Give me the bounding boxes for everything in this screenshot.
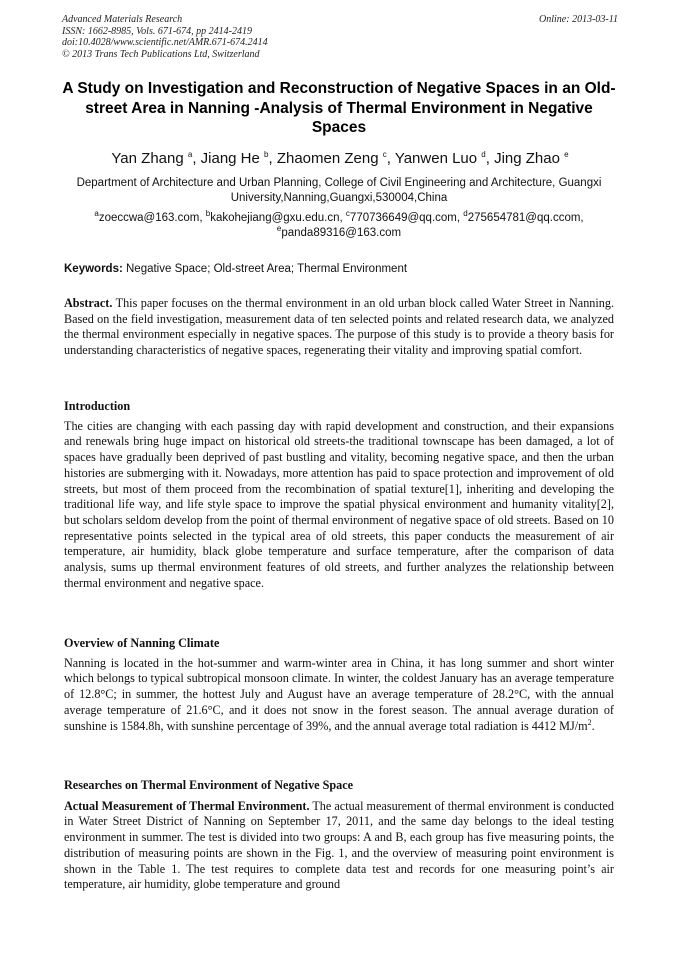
- email-marker: c: [345, 209, 350, 219]
- research-section: [64, 778, 614, 893]
- climate-section: [64, 636, 614, 734]
- copyright-line: © 2013 Trans Tech Publications Ltd, Switzerland: [62, 48, 260, 60]
- email-address[interactable]: 275654781@qq.ccom,: [467, 212, 584, 224]
- unit-superscript: 2: [587, 717, 592, 727]
- climate-text: [64, 656, 614, 735]
- author-name: Jiang He: [200, 150, 260, 167]
- author-marker: b: [264, 150, 269, 159]
- affiliation: Department of Architecture and Urban Planning, College of Civil Engineering and Architecture, Guangxi University,Nanning,Guangxi,530004,China: [76, 177, 602, 204]
- email-list: [50, 211, 628, 240]
- introduction-text: The cities are changing with each passing day with rapid development and construction, and their expansions and renewals bring huge impact on historical old streets-the traditional townscape has been damaged, a lot of spaces have gradually been deprived of past bustling and vitality, becoming negative space, and then the urban histories are submerging with it. Nowadays, more attention has paid to space protection and improvement of old streets, but most of them proceed from the recombination of spatial texture[1], inheriting and developing the traditional life way, and life style space to improve the spatial physical environment and humanity vitality[2], but scholars seldom develop from the point of thermal environment of negative space of old streets. Based on 10 representative points selected in the typical area of old streets, this paper conducts the measurement of air temperature, air humidity, black globe temperature and surface temperature, after the comparison of data analysis, sums up thermal environment features of old streets, and further analyzes the relationship between thermal environment and negative space.: [64, 418, 614, 590]
- author-marker: a: [187, 150, 193, 159]
- doi-line: doi:10.4028/www.scientific.net/AMR.671-674.2414: [62, 37, 268, 48]
- email-address[interactable]: kakohejiang@gxu.edu.cn,: [210, 212, 343, 224]
- author-name: Yanwen Luo: [394, 150, 478, 167]
- email-address[interactable]: panda89316@163.com: [281, 226, 402, 239]
- climate-tail: .: [591, 718, 595, 733]
- section-heading: Researches on Thermal Environment of Negative Space: [64, 778, 354, 792]
- keywords-text: Negative Space; Old-street Area; Thermal Environment: [126, 263, 408, 275]
- email-marker: a: [94, 209, 99, 219]
- introduction-section: [64, 399, 614, 591]
- research-body: The actual measurement of thermal environment is conducted in Water Street District of Nanning on September 17, 2011, and the same day belongs to the ideal testing environment in summer. The test is divided into two groups: A and B, each group has five measuring points, the distribution of measuring points are shown in the Fig. 1, and the overview of measuring point environment is shown in the Table 1. The test requires to complete data test and records for one measuring point’s air temperature, air humidity, globe temperature and ground: [64, 798, 615, 892]
- issn-line: ISSN: 1662-8985, Vols. 671-674, pp 2414-2419: [62, 25, 252, 37]
- journal-header: [62, 14, 618, 60]
- subsection-heading: Actual Measurement of Thermal Environment.: [64, 798, 310, 813]
- abstract-text: This paper focuses on the thermal environment in an old urban block called Water Street in Nanning. Based on the field investigation, measurement data of ten selected points and related research data, we analyzed the thermal environment especially in negative spaces. The purpose of this study is to provide a theory basis for understanding characteristics of negative spaces, regenerating their vitality and improving spatial comfort.: [64, 296, 614, 358]
- keywords: [64, 262, 624, 277]
- email-address[interactable]: 770736649@qq.com,: [349, 212, 461, 224]
- keywords-label: Keywords:: [64, 263, 123, 275]
- abstract-label: Abstract.: [64, 296, 113, 310]
- abstract: [64, 296, 614, 359]
- email-address[interactable]: zoeccwa@163.com,: [98, 212, 203, 224]
- paper-title: A Study on Investigation and Reconstruction of Negative Spaces in an Old-street Area in Nanning -Analysis of Thermal Environment in Negative Spaces: [62, 80, 616, 136]
- journal-name: Advanced Materials Research: [62, 14, 183, 25]
- author-list: Yan Zhang $^a$, Jiang He $^b$, Zhaomen Zeng $^c$, Yanwen Luo $^d$, Jing Zhao $^e$: [111, 150, 569, 167]
- author-name: Yan Zhang: [111, 150, 184, 167]
- author-marker: d: [481, 150, 486, 159]
- email-marker: e: [276, 223, 282, 233]
- research-text: [64, 799, 614, 893]
- climate-body: Nanning is located in the hot-summer and warm-winter area in China, it has long summer and short winter which belongs to typical subtropical monsoon climate. In winter, the coldest January has an average temperature of 12.8°C; in summer, the hottest July and August have an average temperature of 28.2°C, with the annual average temperature of 21.6°C, and it does not snow in the forest season. The annual average duration of sunshine is 1584.8h, with sunshine percentage of 39%, and the annual average total radiation is 4412 MJ/m: [64, 655, 614, 733]
- section-heading: Introduction: [64, 399, 131, 413]
- author-name: Zhaomen Zeng: [276, 150, 379, 167]
- author-marker: c: [382, 150, 387, 159]
- online-date: Online: 2013-03-11: [539, 14, 618, 25]
- author-name: Jing Zhao: [494, 150, 560, 167]
- section-heading: Overview of Nanning Climate: [64, 636, 220, 650]
- author-marker: e: [564, 150, 569, 159]
- email-marker: d: [463, 209, 468, 219]
- email-marker: b: [205, 209, 211, 219]
